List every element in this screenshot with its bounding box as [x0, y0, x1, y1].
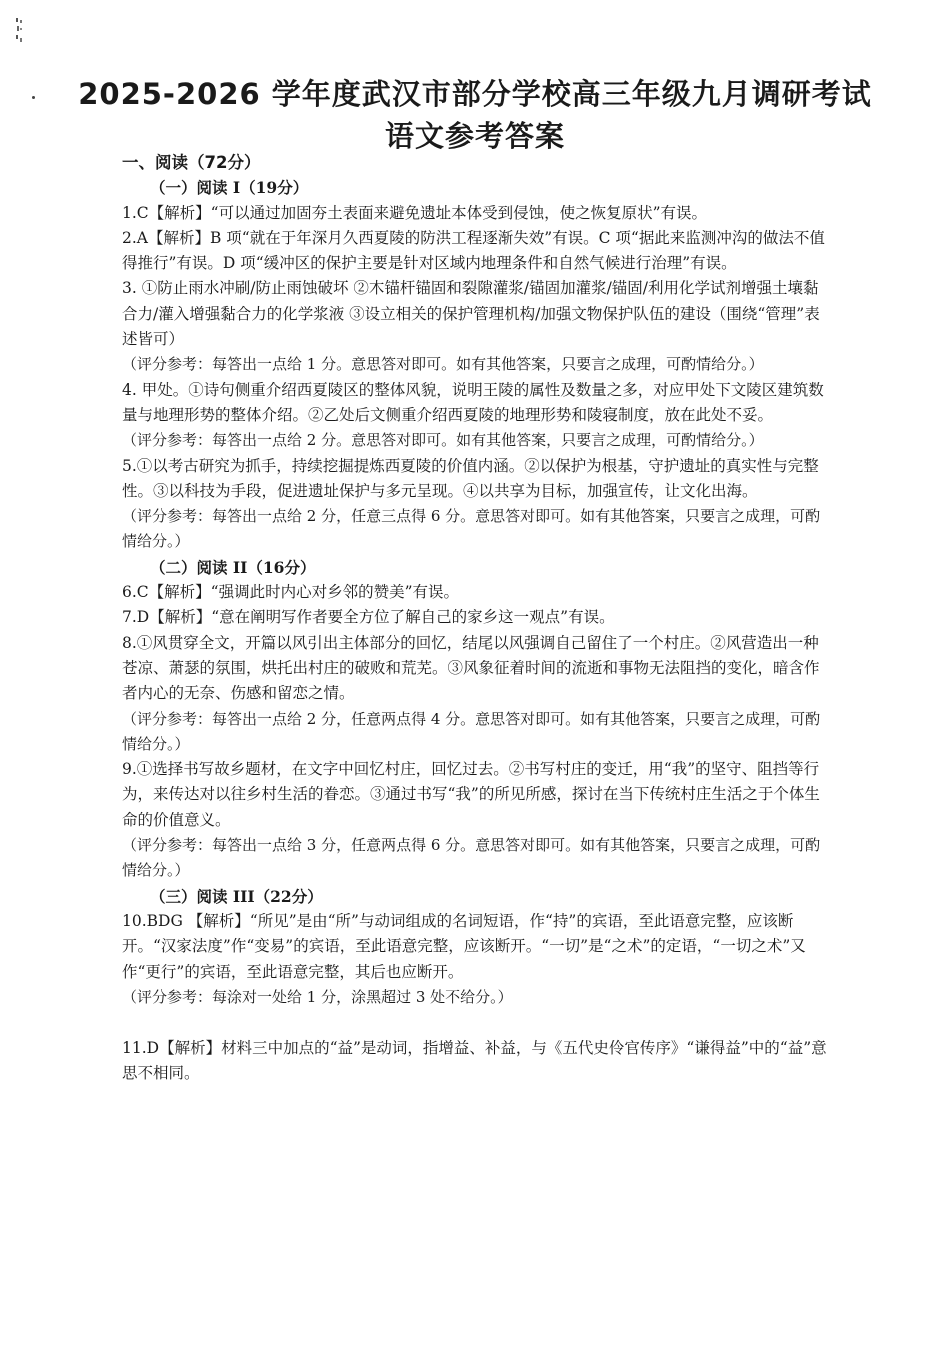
- answer-q7: 7.D【解析】“意在阐明写作者要全方位了解自己的家乡这一观点”有误。: [122, 608, 615, 627]
- answer-q8: 8.①风贯穿全文，开篇以风引出主体部分的回忆，结尾以风强调自己留住了一个村庄。②风营造出一种苍凉、萧瑟的氛围，烘托出村庄的破败和荒芜。③风象征着时间的流逝和事物无法阻挡的变化，暗含作者内心的无奈、伤感和留恋之情。: [122, 633, 820, 703]
- scoring-note-q3: （评分参考：每答出一点给 1 分。意思答对即可。如有其他答案，只要言之成理，可酌情给分。）: [122, 355, 764, 374]
- answer-q5: 5.①以考古研究为抓手，持续挖掘提炼西夏陵的价值内涵。②以保护为根基，守护遗址的真实性与完整性。③以科技为手段，促进遗址保护与多元呈现。④以共享为目标，加强宣传，让文化出海。: [122, 456, 819, 500]
- answer-q1: 1.C【解析】“可以通过加固夯土表面来避免遗址本体受到侵蚀，使之恢复原状”有误。: [122, 203, 707, 222]
- answer-q9: 9.①选择书写故乡题材，在文字中回忆村庄，回忆过去。②书写村庄的变迁，用“我”的坚守、阻挡等行为，来传达对以往乡村生活的眷恋。③通过书写“我”的所见所感，探讨在当下传统村庄生活之于个体生命的价值意义。: [122, 760, 820, 829]
- answer-q4: 4. 甲处。①诗句侧重介绍西夏陵区的整体风貌，说明王陵的属性及数量之多，对应甲处下文陵区建筑数量与地理形势的整体介绍。②乙处后文侧重介绍西夏陵的地理形势和陵寝制度，放在此处不妥。: [122, 380, 824, 424]
- subsection-heading-reading-2: （二）阅读 II（16分）: [150, 557, 316, 577]
- scoring-note-q8: （评分参考：每答出一点给 2 分，任意两点得 4 分。意思答对即可。如有其他答案，只要言之成理，可酌情给分。）: [122, 709, 821, 753]
- scoring-note-q4: （评分参考：每答出一点给 2 分。意思答对即可。如有其他答案，只要言之成理，可酌情给分。）: [122, 431, 764, 450]
- scoring-note-q5: （评分参考：每答出一点给 2 分，任意三点得 6 分。意思答对即可。如有其他答案，只要言之成理，可酌情给分。）: [122, 507, 821, 551]
- page-subtitle: 语文参考答案: [384, 119, 565, 153]
- page-title: 2025-2026 学年度武汉市部分学校高三年级九月调研考试: [78, 77, 872, 111]
- scan-mark-icon: [14, 16, 24, 46]
- answer-content: [122, 150, 827, 1087]
- answer-q3: 3. ①防止雨水冲刷/防止雨蚀破坏 ②木锚杆锚固和裂隙灌浆/锚固加灌浆/锚固/利用化学试剂增强土壤黏合力/灌入增强黏合力的化学浆液 ③设立相关的保护管理机构/加强文物保护队伍的建设（围绕“管理”表述皆可）: [122, 279, 820, 349]
- answer-q6: 6.C【解析】“强调此时内心对乡邻的赞美”有误。: [122, 583, 459, 602]
- scoring-note-q10: （评分参考：每涂对一处给 1 分，涂黑超过 3 处不给分。）: [122, 987, 513, 1006]
- answer-q11: 11.D【解析】材料三中加点的“益”是动词，指增益、补益，与《五代史伶官传序》“谦得益”中的“益”意思不相同。: [122, 1039, 827, 1083]
- section-heading-reading: 一、阅读（72分）: [122, 153, 261, 172]
- answer-q2: 2.A【解析】B 项“就在于年深月久西夏陵的防洪工程逐渐失效”有误。C 项“据此来监测冲沟的做法不值得推行”有误。D 项“缓冲区的保护主要是针对区域内地理条件和自然气候进行治理”有误。: [122, 228, 825, 273]
- answer-q10: 10.BDG 【解析】“所见”是由“所”与动词组成的名词短语，作“持”的宾语，至此语意完整，应该断开。“汉家法度”作“变易”的宾语，至此语意完整，应该断开。“一切”是“之术”的定语，“一切之术”又作“更行”的宾语，至此语意完整，其后也应断开。: [122, 911, 806, 981]
- subsection-heading-reading-3: （三）阅读 III（22分）: [150, 886, 323, 906]
- scoring-note-q9: （评分参考：每答出一点给 3 分，任意两点得 6 分。意思答对即可。如有其他答案，只要言之成理，可酌情给分。）: [122, 836, 821, 880]
- spacer: [122, 1010, 827, 1036]
- subsection-heading-reading-1: （一）阅读 I（19分）: [150, 178, 309, 198]
